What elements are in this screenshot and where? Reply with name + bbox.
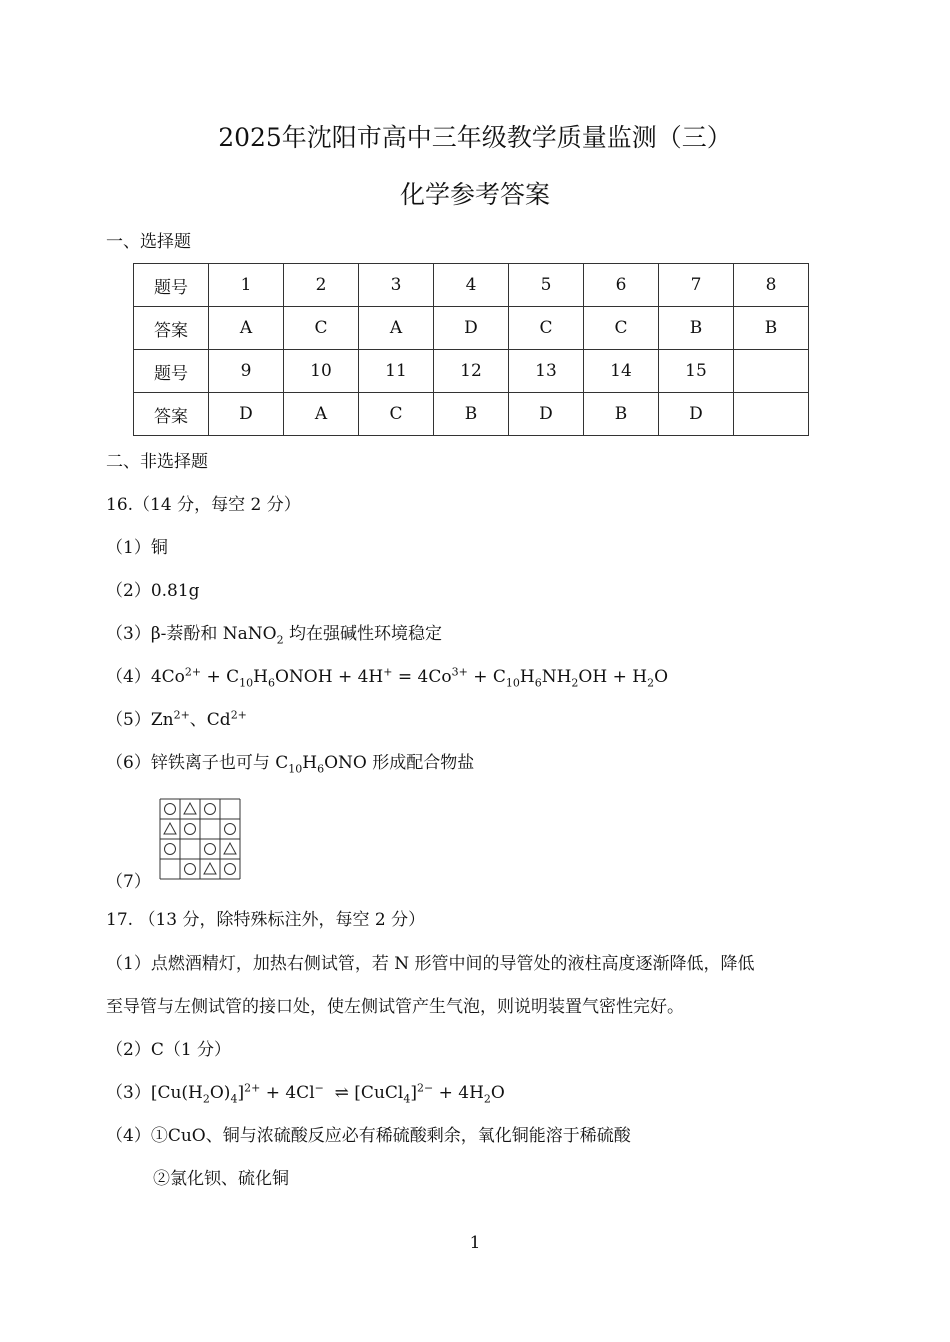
- circle-icon: [165, 844, 176, 855]
- answer-cell: 1: [209, 264, 284, 307]
- answer-cell: [734, 393, 809, 436]
- answer-cell: 9: [209, 350, 284, 393]
- answer-cell: 7: [659, 264, 734, 307]
- q17-answer-1-line2: 至导管与左侧试管的接口处，使左侧试管产生气泡，则说明装置气密性完好。: [106, 997, 684, 1017]
- answer-table: [133, 263, 809, 436]
- q17-header: 17. （13 分，除特殊标注外，每空 2 分）: [106, 910, 426, 930]
- answer-cell: C: [284, 307, 359, 350]
- table-row: [134, 264, 809, 307]
- answer-cell: 5: [509, 264, 584, 307]
- page-subtitle: 化学参考答案: [399, 180, 550, 209]
- answer-cell: D: [434, 307, 509, 350]
- q17-answer-1-line1: （1）点燃酒精灯，加热右侧试管，若 N 形管中间的导管处的液柱高度逐渐降低，降低: [106, 954, 755, 974]
- row-label-cell: 题号: [134, 264, 209, 307]
- answer-cell: B: [659, 307, 734, 350]
- circle-icon: [225, 824, 236, 835]
- answer-cell: A: [284, 393, 359, 436]
- answer-cell: 13: [509, 350, 584, 393]
- answer-cell: B: [584, 393, 659, 436]
- answer-cell: C: [584, 307, 659, 350]
- page-title: 2025年沈阳市高中三年级教学质量监测（三）: [218, 123, 732, 152]
- q16-header: 16.（14 分，每空 2 分）: [106, 495, 301, 515]
- circle-icon: [205, 804, 216, 815]
- answer-cell: [734, 350, 809, 393]
- crystal-grid-figure: [159, 798, 241, 880]
- answer-cell: A: [209, 307, 284, 350]
- answer-cell: 11: [359, 350, 434, 393]
- answer-cell: 4: [434, 264, 509, 307]
- answer-cell: A: [359, 307, 434, 350]
- answer-cell: B: [434, 393, 509, 436]
- answer-cell: C: [359, 393, 434, 436]
- answer-cell: D: [209, 393, 284, 436]
- table-row: [134, 393, 809, 436]
- q16-answer-4: $(4)4Co^{2+}$ + $C_{10}H_6ONOH + 4H^+ = 4Co^{3+} + C_{10}H_6NH_2OH + H_2O$: [106, 665, 668, 690]
- row-label-cell: 题号: [134, 350, 209, 393]
- answer-cell: D: [509, 393, 584, 436]
- row-label-cell: 答案: [134, 393, 209, 436]
- q16-answer-3: （3）β-萘酚和 NaNO$_2$ 均在强碱性环境稳定: [106, 624, 443, 647]
- circle-icon: [205, 844, 216, 855]
- answer-cell: D: [659, 393, 734, 436]
- answer-cell: 10: [284, 350, 359, 393]
- section-choice-heading: 一、选择题: [106, 232, 191, 252]
- triangle-icon: [204, 863, 216, 874]
- q17-answer-2: （2）C（1 分）: [106, 1040, 232, 1060]
- q16-answer-1: （1）铜: [106, 538, 168, 558]
- circle-icon: [185, 824, 196, 835]
- row-label-cell: 答案: [134, 307, 209, 350]
- q17-answer-4-2: ②氯化钡、硫化铜: [153, 1169, 289, 1189]
- triangle-icon: [224, 843, 236, 854]
- answer-cell: 12: [434, 350, 509, 393]
- answer-cell: 8: [734, 264, 809, 307]
- answer-cell: 3: [359, 264, 434, 307]
- page-number: 1: [469, 1233, 481, 1253]
- q16-answer-2: （2）0.81g: [106, 581, 200, 601]
- table-row: [134, 307, 809, 350]
- q16-answer-5: $(5)Zn^{2+}$、$Cd^{2+}$: [106, 708, 247, 730]
- triangle-icon: [184, 803, 196, 814]
- answer-cell: 14: [584, 350, 659, 393]
- q17-answer-4-1: （4）①CuO、铜与浓硫酸反应必有稀硫酸剩余，氧化铜能溶于稀硫酸: [106, 1126, 631, 1146]
- circle-icon: [225, 864, 236, 875]
- circle-icon: [165, 804, 176, 815]
- answer-cell: 6: [584, 264, 659, 307]
- q16-answer-6: （6）锌铁离子也可与 $C_{10}H_6ONO$ 形成配合物盐: [106, 753, 475, 776]
- q16-answer-7-label: （7）: [106, 872, 151, 892]
- answer-cell: 15: [659, 350, 734, 393]
- q17-answer-3: $(3)[Cu(H_2O)_4]^{2+} + 4Cl^-$ ⇌ [CuCl$_4$]$^{2-}$ + $4H_2O$: [106, 1081, 505, 1106]
- answer-cell: 2: [284, 264, 359, 307]
- section-nonchoice-heading: 二、非选择题: [106, 452, 208, 472]
- answer-cell: B: [734, 307, 809, 350]
- triangle-icon: [164, 823, 176, 834]
- circle-icon: [185, 864, 196, 875]
- answer-cell: C: [509, 307, 584, 350]
- table-row: [134, 350, 809, 393]
